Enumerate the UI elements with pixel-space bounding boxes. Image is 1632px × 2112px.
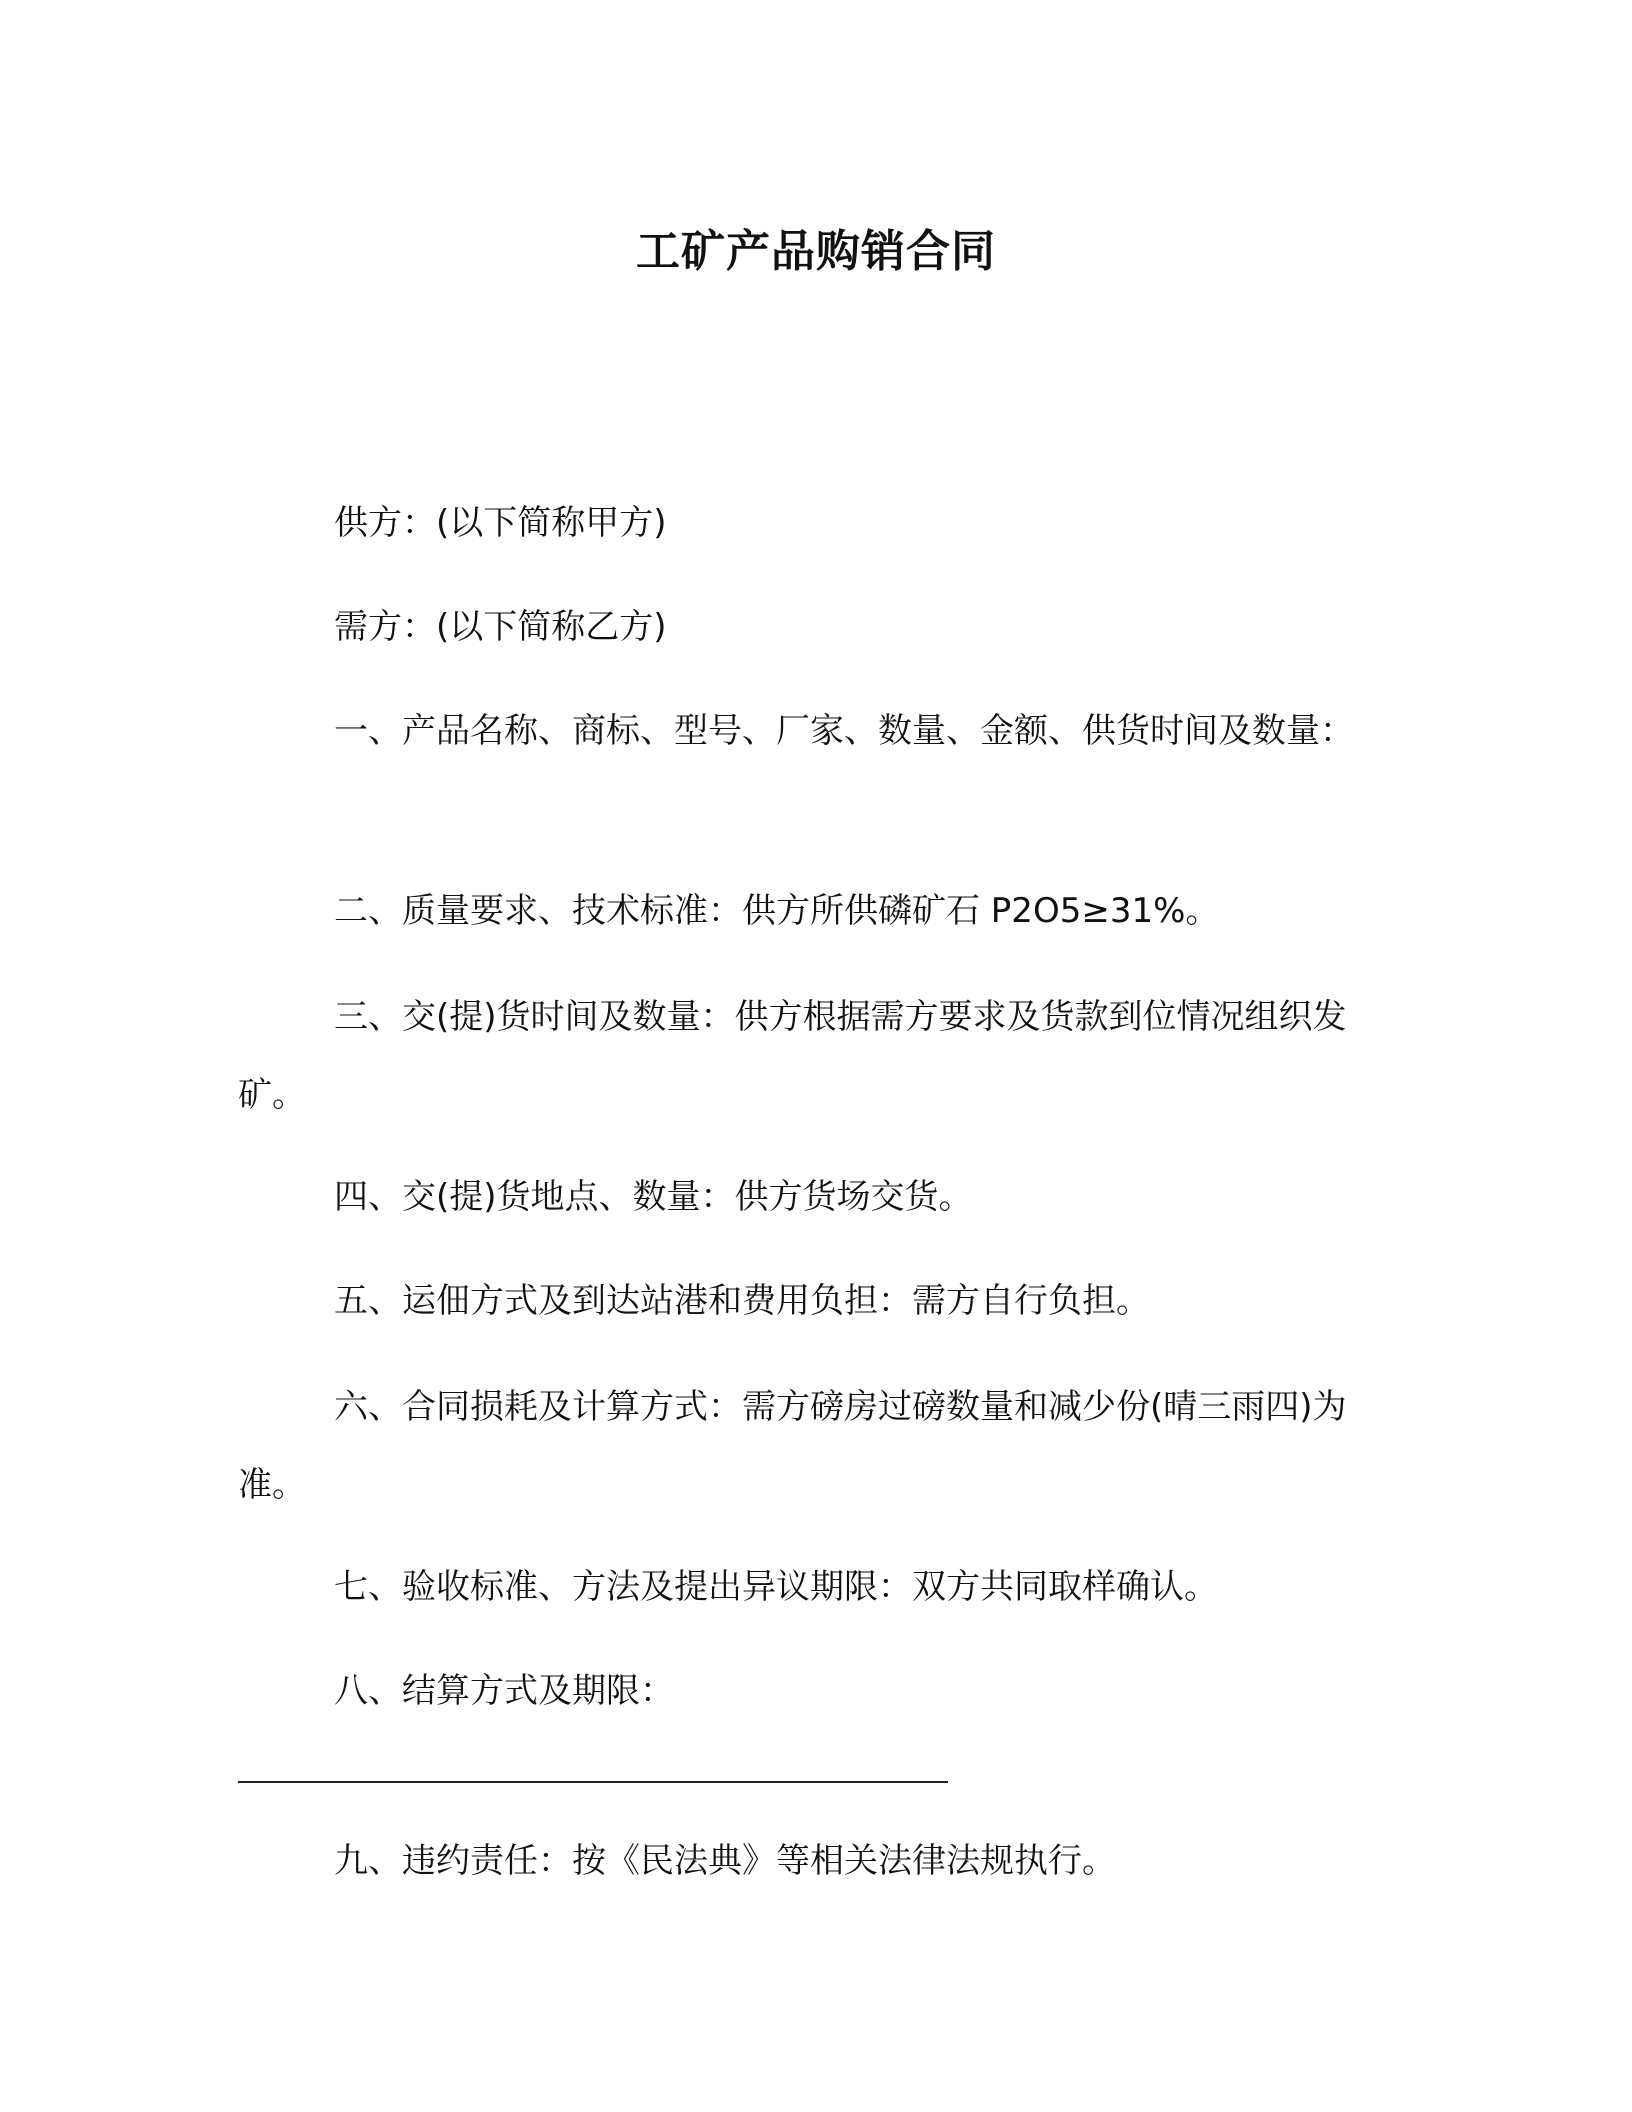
paragraph-supplier: 供方：(以下简称甲方) bbox=[334, 503, 667, 543]
paragraph-clause-8: 八、结算方式及期限： bbox=[334, 1671, 674, 1711]
paragraph-clause-9: 九、违约责任：按《民法典》等相关法律法规执行。 bbox=[334, 1841, 1116, 1881]
fill-in-blank-line bbox=[238, 1781, 948, 1783]
paragraph-clause-2: 二、质量要求、技术标准：供方所供磷矿石 P2O5≥31%。 bbox=[334, 891, 1220, 931]
document-title: 工矿产品购销合同 bbox=[636, 226, 996, 277]
paragraph-clause-3: 三、交(提)货时间及数量：供方根据需方要求及货款到位情况组织发矿。 bbox=[238, 997, 1347, 1115]
paragraph-clause-4: 四、交(提)货地点、数量：供方货场交货。 bbox=[334, 1177, 973, 1217]
paragraph-clause-6: 六、合同损耗及计算方式：需方磅房过磅数量和减少份(晴三雨四)为准。 bbox=[238, 1387, 1347, 1505]
paragraph-clause-1: 一、产品名称、商标、型号、厂家、数量、金额、供货时间及数量： bbox=[334, 711, 1354, 751]
paragraph-clause-7: 七、验收标准、方法及提出异议期限：双方共同取样确认。 bbox=[334, 1567, 1218, 1607]
paragraph-buyer: 需方：(以下简称乙方) bbox=[334, 607, 667, 647]
paragraph-clause-5: 五、运佃方式及到达站港和费用负担：需方自行负担。 bbox=[334, 1281, 1150, 1321]
